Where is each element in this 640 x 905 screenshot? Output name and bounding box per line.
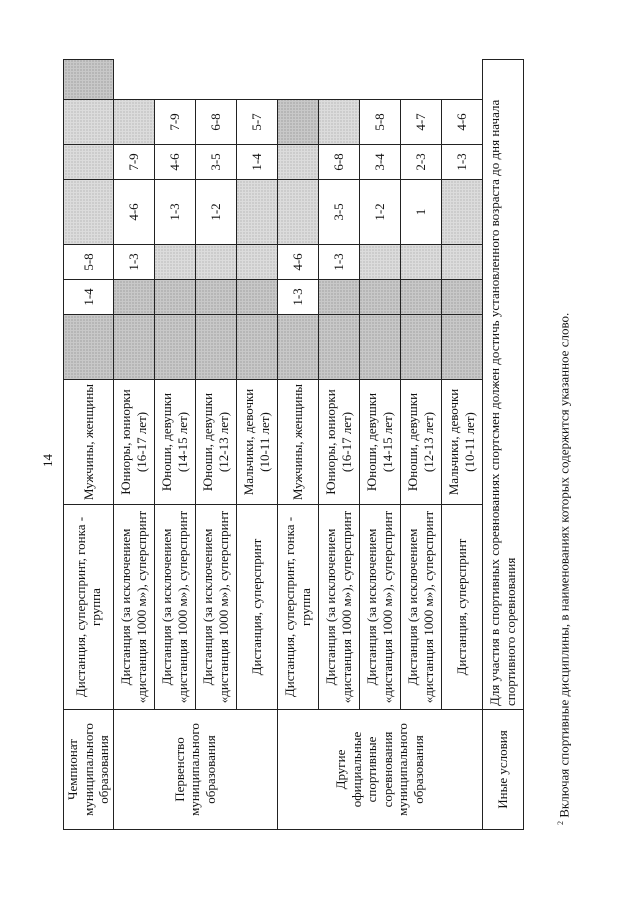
discipline-cell: Дистанция, суперспринт, гонка - группа	[277, 505, 318, 710]
rank-cell	[154, 245, 195, 280]
rank-cell: 1-2	[359, 180, 400, 245]
rank-cell	[359, 245, 400, 280]
rank-cell: 4-6	[441, 100, 482, 145]
rank-cell	[64, 100, 114, 145]
rank-cell	[236, 180, 277, 245]
group-cell: Чемпионат муниципального образования	[64, 710, 114, 830]
other-conditions-text: Для участия в спортивных соревнованиях спортсмен должен достичь установленного возраста до дня начала спортивного соревнования	[482, 60, 523, 710]
rank-cell: 1-3	[318, 245, 359, 280]
discipline-cell: Дистанция, суперспринт	[236, 505, 277, 710]
rank-cell	[277, 180, 318, 245]
discipline-cell: Дистанция, суперспринт, гонка - группа	[64, 505, 114, 710]
rank-cell	[236, 245, 277, 280]
rank-cell: 1-3	[154, 180, 195, 245]
rank-cell	[236, 315, 277, 380]
table-row	[482, 60, 523, 830]
footnote-mark: 2	[556, 821, 565, 825]
footnote	[556, 313, 572, 825]
rank-cell	[195, 245, 236, 280]
rank-cell: 5-8	[359, 100, 400, 145]
rank-cell: 3-5	[318, 180, 359, 245]
group-cell: Первенство муниципального образования	[113, 710, 277, 830]
category-cell: Юниоры, юниорки (16-17 лет)	[318, 380, 359, 505]
rank-cell	[195, 315, 236, 380]
rank-cell	[277, 100, 318, 145]
rank-cell	[64, 180, 114, 245]
rank-cell	[113, 315, 154, 380]
rank-cell	[195, 280, 236, 315]
discipline-cell: Дистанция (за исключением «дистанция 1000 м»), суперспринт	[113, 505, 154, 710]
rank-cell: 3-5	[195, 145, 236, 180]
rank-cell: 6-8	[195, 100, 236, 145]
category-cell: Мальчики, девочки (10-11 лет)	[236, 380, 277, 505]
table-row	[277, 60, 318, 830]
discipline-cell: Дистанция (за исключением «дистанция 1000 м»), суперспринт	[400, 505, 441, 710]
rank-cell: 1-3	[113, 245, 154, 280]
rank-cell	[441, 280, 482, 315]
rank-cell	[236, 280, 277, 315]
rank-cell	[64, 145, 114, 180]
category-cell: Мужчины, женщины	[64, 380, 114, 505]
rank-cell: 4-6	[277, 245, 318, 280]
discipline-cell: Дистанция, суперспринт	[441, 505, 482, 710]
rank-cell: 7-9	[113, 145, 154, 180]
rank-cell	[113, 280, 154, 315]
category-cell: Мужчины, женщины	[277, 380, 318, 505]
discipline-cell: Дистанция (за исключением «дистанция 1000 м»), суперспринт	[359, 505, 400, 710]
discipline-cell: Дистанция (за исключением «дистанция 1000 м»), суперспринт	[195, 505, 236, 710]
discipline-cell: Дистанция (за исключением «дистанция 1000 м»), суперспринт	[154, 505, 195, 710]
rank-cell	[113, 100, 154, 145]
rank-cell	[359, 280, 400, 315]
rank-cell	[64, 315, 114, 380]
rank-cell	[154, 315, 195, 380]
rank-cell	[441, 245, 482, 280]
category-cell: Юноши, девушки (14-15 лет)	[359, 380, 400, 505]
rank-cell	[441, 315, 482, 380]
rank-cell: 1	[400, 180, 441, 245]
footnote-text: Включая спортивные дисциплины, в наименованиях которых содержится указанное слово.	[556, 312, 572, 821]
rank-cell: 3-4	[359, 145, 400, 180]
qualification-table	[63, 59, 524, 830]
rank-cell: 1-4	[64, 280, 114, 315]
rank-cell	[318, 315, 359, 380]
rank-cell	[154, 280, 195, 315]
rank-cell	[318, 280, 359, 315]
rank-cell	[400, 245, 441, 280]
category-cell: Мальчики, девочки (10-11 лет)	[441, 380, 482, 505]
discipline-cell: Дистанция (за исключением «дистанция 1000 м»), суперспринт	[318, 505, 359, 710]
page-number: 14	[40, 454, 55, 467]
rank-cell: 5-8	[64, 245, 114, 280]
rank-cell: 4-7	[400, 100, 441, 145]
group-cell: Другие официальные спортивные соревнования муниципального образования	[277, 710, 482, 830]
rank-cell: 1-3	[277, 280, 318, 315]
rank-cell	[277, 315, 318, 380]
rank-cell: 4-6	[154, 145, 195, 180]
rank-cell: 6-8	[318, 145, 359, 180]
category-cell: Юноши, девушки (14-15 лет)	[154, 380, 195, 505]
rank-cell: 4-6	[113, 180, 154, 245]
rank-cell	[400, 315, 441, 380]
other-conditions-label: Иные условия	[482, 710, 523, 830]
category-cell: Юноши, девушки (12-13 лет)	[195, 380, 236, 505]
rank-cell	[400, 280, 441, 315]
rank-cell	[277, 145, 318, 180]
rank-cell: 5-7	[236, 100, 277, 145]
rank-cell: 1-3	[441, 145, 482, 180]
table-row	[113, 60, 154, 830]
rank-cell: 1-2	[195, 180, 236, 245]
rank-cell: 2-3	[400, 145, 441, 180]
table-row	[64, 60, 114, 830]
rank-cell: 1-4	[236, 145, 277, 180]
rank-cell	[64, 60, 114, 100]
rank-cell	[318, 100, 359, 145]
category-cell: Юноши, девушки (12-13 лет)	[400, 380, 441, 505]
category-cell: Юниоры, юниорки (16-17 лет)	[113, 380, 154, 505]
rank-cell	[359, 315, 400, 380]
rank-cell	[441, 180, 482, 245]
rank-cell: 7-9	[154, 100, 195, 145]
